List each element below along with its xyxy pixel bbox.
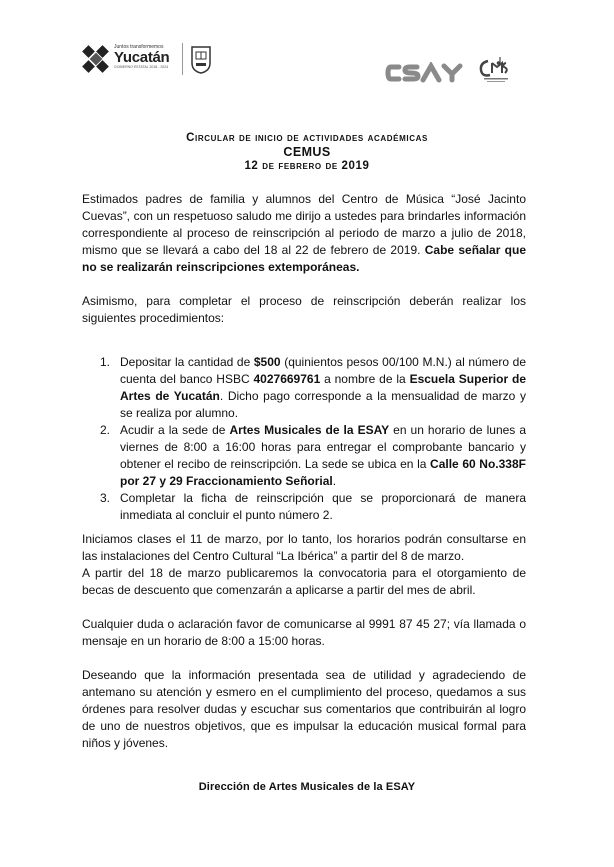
govt-name: Yucatán (114, 49, 170, 66)
contact-paragraph: Cualquier duda o aclaración favor de comunicarse al 9991 87 45 27; vía llamada o mensaje en un horario de 8:00 a 15:00 horas. (82, 617, 526, 648)
scholarship-paragraph: A partir del 18 de marzo publicaremos la convocatoria para el otorgamiento de becas de descuento que comenzarán a aplicarse a partir del mes de abril. (82, 566, 526, 597)
govt-tagline: Juntos transformemos (114, 44, 164, 50)
office-name: Artes Musicales de la ESAY (229, 423, 390, 437)
circular-title-block (0, 131, 614, 173)
classes-start-paragraph: Iniciamos clases el 11 de marzo, por lo tanto, los horarios podrán consultarse en las instalaciones del Centro Cultural “La Ibérica” a partir del 8 de marzo. (82, 532, 526, 563)
govt-subtitle: GOBIERNO ESTATAL 2018 - 2024 (114, 65, 169, 69)
step-number: 2. (100, 423, 111, 437)
circular-title: Circular de inicio de actividades académicas (186, 132, 428, 144)
step-number: 1. (100, 355, 111, 369)
signature: Dirección de Artes Musicales de la ESAY (198, 781, 416, 793)
list-item (82, 354, 526, 422)
intro-bold-note: Cabe señalar que no se realizarán reinscripciones extemporáneas. (82, 243, 527, 274)
step-text: Completar la ficha de reinscripción que se proporcionará de manera inmediata al concluir el punto número 2. (120, 491, 526, 522)
logo-divider (182, 43, 183, 75)
step-text: Depositar la cantidad de (120, 355, 254, 369)
yucatan-emblem-icon (82, 45, 110, 75)
deposit-amount: $500 (253, 355, 281, 369)
list-item (82, 490, 526, 524)
yucatan-wordmark (114, 45, 169, 70)
circular-date: 12 de febrero de 2019 (244, 160, 370, 172)
yucatan-government-logo (82, 43, 216, 81)
account-number: 4027669761 (253, 372, 321, 386)
procedures-intro: Asimismo, para completar el proceso de reinscripción deberán realizar los siguientes procedimientos: (82, 294, 526, 325)
step-text: (quinientos pesos 00/100 M.N.) al número de cuenta del banco HSBC (120, 355, 527, 386)
state-seal-icon (190, 45, 212, 75)
list-item (82, 422, 526, 490)
step-text: Acudir a la sede de (120, 423, 230, 437)
closing-paragraph: Deseando que la información presentada sea de utilidad y agradeciendo de antemano su atención y esmero en el cumplimiento del proceso, quedamos a sus órdenes para resolver dudas y escuchar sus comentarios que contribuirán al logro de uno de nuestros objetivos, que es impulsar la educación musical formal para niños y jóvenes. (82, 668, 526, 750)
circular-body (82, 191, 526, 752)
step-number: 3. (100, 491, 111, 505)
step-text: . (332, 474, 337, 488)
circular-subject: CEMUS (283, 145, 331, 159)
step-text: . Dicho pago corresponde a la mensualidad de marzo y se realiza por alumno. (120, 389, 527, 420)
procedure-steps (82, 354, 526, 524)
intro-text: Estimados padres de familia y alumnos del Centro de Música “José Jacinto Cuevas”, con un respetuoso saludo me dirijo a ustedes para brindarles información correspondiente al proceso de reinscripción al periodo de marzo a julio de 2018, mismo que se llevará a cabo del 18 al 22 de febrero de 2019. (82, 192, 526, 257)
esay-logo-icon (385, 62, 467, 84)
office-address: Calle 60 No.338F por 27 y 29 Fraccionamiento Señorial (120, 457, 526, 488)
account-holder: Escuela Superior de Artes de Yucatán (120, 372, 526, 403)
intro-paragraph (82, 191, 526, 276)
cemus-logo-icon (478, 55, 514, 85)
step-text: a nombre de la (320, 372, 410, 386)
step-text: en un horario de lunes a viernes de 8:00 a 16:00 horas para entregar el comprobante bancario y obtener el recibo de reinscripción. La sede se ubica en la (120, 423, 526, 471)
